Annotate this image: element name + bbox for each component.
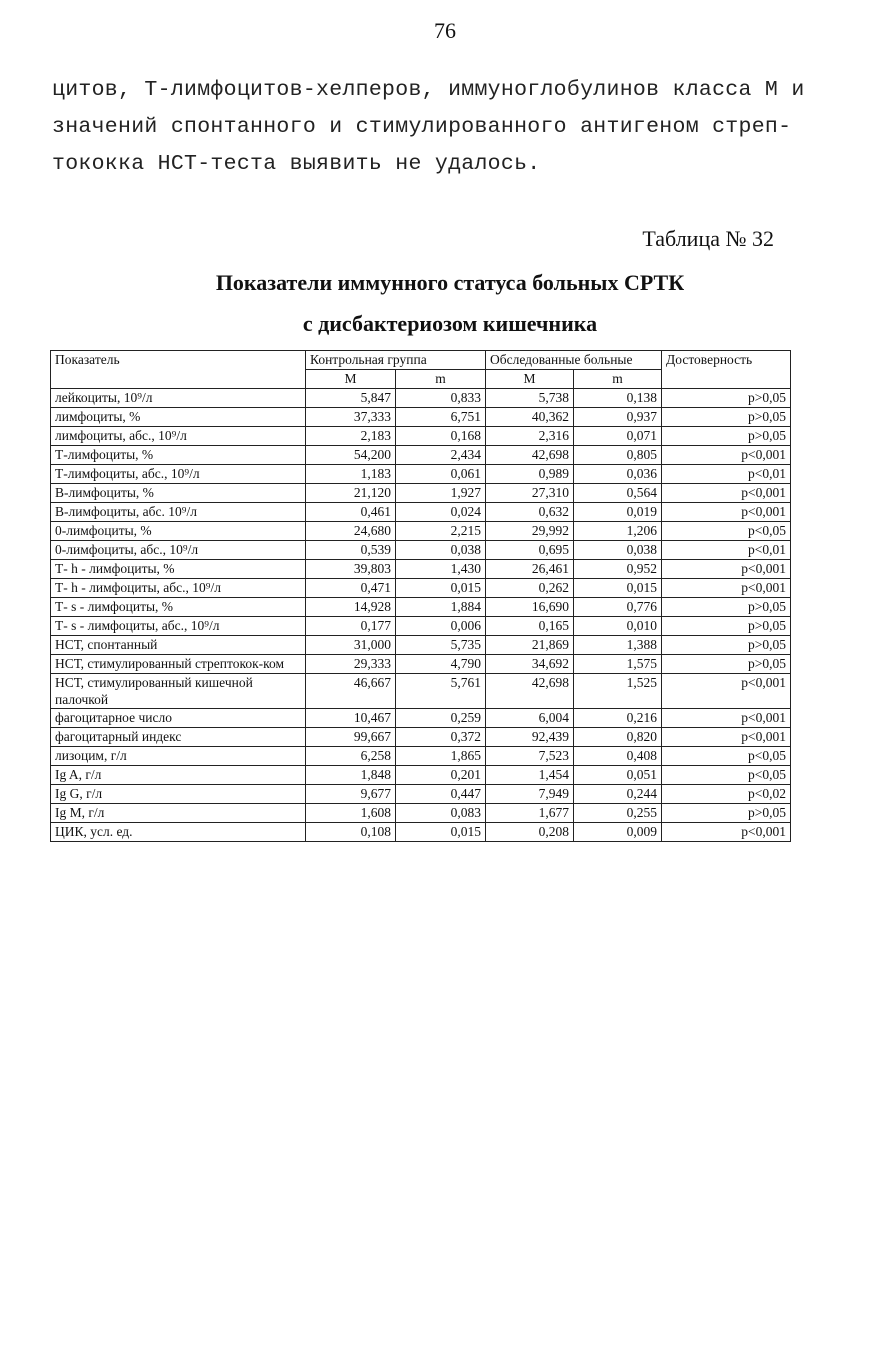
header-patients-error: m	[574, 370, 662, 389]
table-row	[51, 598, 791, 617]
table-row	[51, 785, 791, 804]
patients-mean: 1,677	[486, 804, 574, 823]
table-subtitle: с дисбактериозом кишечника	[302, 311, 598, 336]
control-mean: 0,471	[306, 579, 396, 598]
significance: p<0,05	[662, 747, 791, 766]
row-label: Т-лимфоциты, абс., 10⁹/л	[51, 465, 306, 484]
control-error: 2,215	[396, 522, 486, 541]
control-error: 4,790	[396, 655, 486, 674]
table-row	[51, 465, 791, 484]
patients-error: 0,015	[574, 579, 662, 598]
control-error: 0,006	[396, 617, 486, 636]
row-label: Ig G, г/л	[51, 785, 306, 804]
paragraph-line: тококка НСТ-теста выявить не удалось.	[52, 152, 541, 176]
header-patients: Обследованные больные	[486, 351, 662, 370]
significance: p>0,05	[662, 427, 791, 446]
row-label: В-лимфоциты, %	[51, 484, 306, 503]
patients-mean: 7,523	[486, 747, 574, 766]
body-paragraph	[52, 72, 852, 183]
control-mean: 39,803	[306, 560, 396, 579]
row-label: Т- h - лимфоциты, абс., 10⁹/л	[51, 579, 306, 598]
header-control-group: Контрольная группа	[306, 351, 486, 370]
control-error: 0,372	[396, 728, 486, 747]
row-label: НСТ, спонтанный	[51, 636, 306, 655]
row-label: фагоцитарный индекс	[51, 728, 306, 747]
paragraph-line: цитов, Т-лимфоцитов-хелперов, иммуноглобулинов класса М и	[52, 78, 805, 102]
table-row	[51, 503, 791, 522]
patients-mean: 0,695	[486, 541, 574, 560]
patients-mean: 27,310	[486, 484, 574, 503]
patients-mean: 42,698	[486, 446, 574, 465]
table-row	[51, 766, 791, 785]
immune-status-table	[50, 350, 791, 842]
control-error: 0,024	[396, 503, 486, 522]
patients-mean: 21,869	[486, 636, 574, 655]
patients-mean: 34,692	[486, 655, 574, 674]
control-mean: 6,258	[306, 747, 396, 766]
table-row	[51, 636, 791, 655]
control-error: 0,201	[396, 766, 486, 785]
control-error: 0,015	[396, 823, 486, 842]
control-error: 0,038	[396, 541, 486, 560]
row-label: лизоцим, г/л	[51, 747, 306, 766]
row-label: лимфоциты, %	[51, 408, 306, 427]
significance: p<0,001	[662, 503, 791, 522]
control-mean: 24,680	[306, 522, 396, 541]
table-row	[51, 823, 791, 842]
control-mean: 21,120	[306, 484, 396, 503]
significance: p>0,05	[662, 389, 791, 408]
row-label: Т- h - лимфоциты, %	[51, 560, 306, 579]
control-error: 1,927	[396, 484, 486, 503]
control-error: 6,751	[396, 408, 486, 427]
patients-error: 0,820	[574, 728, 662, 747]
significance: p>0,05	[662, 655, 791, 674]
control-error: 0,083	[396, 804, 486, 823]
patients-mean: 0,989	[486, 465, 574, 484]
patients-mean: 5,738	[486, 389, 574, 408]
control-error: 0,061	[396, 465, 486, 484]
table-row	[51, 747, 791, 766]
patients-error: 1,575	[574, 655, 662, 674]
table-row	[51, 728, 791, 747]
significance: p<0,02	[662, 785, 791, 804]
row-label: Т-лимфоциты, %	[51, 446, 306, 465]
control-mean: 1,848	[306, 766, 396, 785]
control-mean: 9,677	[306, 785, 396, 804]
patients-error: 0,776	[574, 598, 662, 617]
control-mean: 99,667	[306, 728, 396, 747]
patients-mean: 40,362	[486, 408, 574, 427]
patients-error: 0,805	[574, 446, 662, 465]
patients-error: 0,255	[574, 804, 662, 823]
patients-error: 0,038	[574, 541, 662, 560]
row-label: 0-лимфоциты, абс., 10⁹/л	[51, 541, 306, 560]
row-label: НСТ, стимулированный стрептокок-ком	[51, 655, 306, 674]
significance: p>0,05	[662, 804, 791, 823]
table-row	[51, 522, 791, 541]
significance: p<0,05	[662, 766, 791, 785]
control-mean: 2,183	[306, 427, 396, 446]
patients-error: 1,206	[574, 522, 662, 541]
page-number: 76	[434, 18, 456, 43]
control-mean: 0,108	[306, 823, 396, 842]
significance: p<0,001	[662, 484, 791, 503]
row-label: ЦИК, усл. ед.	[51, 823, 306, 842]
significance: p>0,05	[662, 636, 791, 655]
patients-mean: 0,632	[486, 503, 574, 522]
control-error: 5,735	[396, 636, 486, 655]
table-row	[51, 427, 791, 446]
patients-error: 0,244	[574, 785, 662, 804]
table-row	[51, 446, 791, 465]
header-patients-mean: М	[486, 370, 574, 389]
table-body	[51, 389, 791, 842]
header-control-mean: М	[306, 370, 396, 389]
row-label: лимфоциты, абс., 10⁹/л	[51, 427, 306, 446]
patients-error: 1,525	[574, 674, 662, 709]
header-control-error: m	[396, 370, 486, 389]
table-header-row	[51, 351, 791, 370]
table-row	[51, 674, 791, 709]
patients-error: 0,564	[574, 484, 662, 503]
significance: p<0,001	[662, 446, 791, 465]
header-indicator: Показатель	[51, 351, 306, 389]
control-error: 0,833	[396, 389, 486, 408]
patients-mean: 2,316	[486, 427, 574, 446]
patients-mean: 7,949	[486, 785, 574, 804]
control-mean: 1,183	[306, 465, 396, 484]
patients-error: 0,216	[574, 709, 662, 728]
row-label: 0-лимфоциты, %	[51, 522, 306, 541]
significance: p<0,01	[662, 541, 791, 560]
table-number: Таблица № 32	[642, 226, 774, 251]
table-row	[51, 804, 791, 823]
significance: p>0,05	[662, 617, 791, 636]
significance: p<0,001	[662, 728, 791, 747]
control-mean: 54,200	[306, 446, 396, 465]
table-row	[51, 389, 791, 408]
significance: p<0,001	[662, 823, 791, 842]
patients-mean: 0,208	[486, 823, 574, 842]
row-label: лейкоциты, 10⁹/л	[51, 389, 306, 408]
patients-mean: 29,992	[486, 522, 574, 541]
row-label: НСТ, стимулированный кишечной палочкой	[51, 674, 306, 709]
patients-error: 0,051	[574, 766, 662, 785]
control-mean: 10,467	[306, 709, 396, 728]
patients-error: 0,009	[574, 823, 662, 842]
control-mean: 37,333	[306, 408, 396, 427]
significance: p>0,05	[662, 598, 791, 617]
control-error: 0,259	[396, 709, 486, 728]
patients-error: 0,408	[574, 747, 662, 766]
patients-error: 0,952	[574, 560, 662, 579]
significance: p<0,001	[662, 579, 791, 598]
patients-mean: 0,262	[486, 579, 574, 598]
control-error: 0,168	[396, 427, 486, 446]
control-error: 5,761	[396, 674, 486, 709]
control-mean: 31,000	[306, 636, 396, 655]
significance: p<0,001	[662, 709, 791, 728]
significance: p<0,001	[662, 674, 791, 709]
control-error: 1,865	[396, 747, 486, 766]
significance: p<0,01	[662, 465, 791, 484]
patients-error: 1,388	[574, 636, 662, 655]
significance: p<0,001	[662, 560, 791, 579]
control-mean: 0,177	[306, 617, 396, 636]
row-label: фагоцитарное число	[51, 709, 306, 728]
patients-mean: 6,004	[486, 709, 574, 728]
patients-mean: 92,439	[486, 728, 574, 747]
control-mean: 1,608	[306, 804, 396, 823]
significance: p>0,05	[662, 408, 791, 427]
patients-error: 0,071	[574, 427, 662, 446]
patients-error: 0,937	[574, 408, 662, 427]
paragraph-line: значений спонтанного и стимулированного антигеном стреп-	[52, 115, 792, 139]
control-mean: 0,461	[306, 503, 396, 522]
table-row	[51, 541, 791, 560]
table-row	[51, 617, 791, 636]
row-label: Т- s - лимфоциты, абс., 10⁹/л	[51, 617, 306, 636]
table-row	[51, 579, 791, 598]
control-error: 1,430	[396, 560, 486, 579]
control-mean: 0,539	[306, 541, 396, 560]
control-mean: 14,928	[306, 598, 396, 617]
control-mean: 29,333	[306, 655, 396, 674]
patients-mean: 42,698	[486, 674, 574, 709]
row-label: Ig A, г/л	[51, 766, 306, 785]
row-label: Ig M, г/л	[51, 804, 306, 823]
table-title: Показатели иммунного статуса больных СРТК	[215, 270, 685, 295]
control-mean: 46,667	[306, 674, 396, 709]
patients-error: 0,036	[574, 465, 662, 484]
table-row	[51, 560, 791, 579]
patients-mean: 16,690	[486, 598, 574, 617]
row-label: Т- s - лимфоциты, %	[51, 598, 306, 617]
patients-mean: 0,165	[486, 617, 574, 636]
control-mean: 5,847	[306, 389, 396, 408]
patients-error: 0,010	[574, 617, 662, 636]
patients-mean: 1,454	[486, 766, 574, 785]
patients-error: 0,138	[574, 389, 662, 408]
control-error: 1,884	[396, 598, 486, 617]
patients-mean: 26,461	[486, 560, 574, 579]
significance: p<0,05	[662, 522, 791, 541]
table-row	[51, 709, 791, 728]
control-error: 2,434	[396, 446, 486, 465]
control-error: 0,447	[396, 785, 486, 804]
table-row	[51, 484, 791, 503]
table-row	[51, 655, 791, 674]
table-row	[51, 408, 791, 427]
control-error: 0,015	[396, 579, 486, 598]
row-label: В-лимфоциты, абс. 10⁹/л	[51, 503, 306, 522]
header-significance: Достоверность	[662, 351, 791, 389]
patients-error: 0,019	[574, 503, 662, 522]
